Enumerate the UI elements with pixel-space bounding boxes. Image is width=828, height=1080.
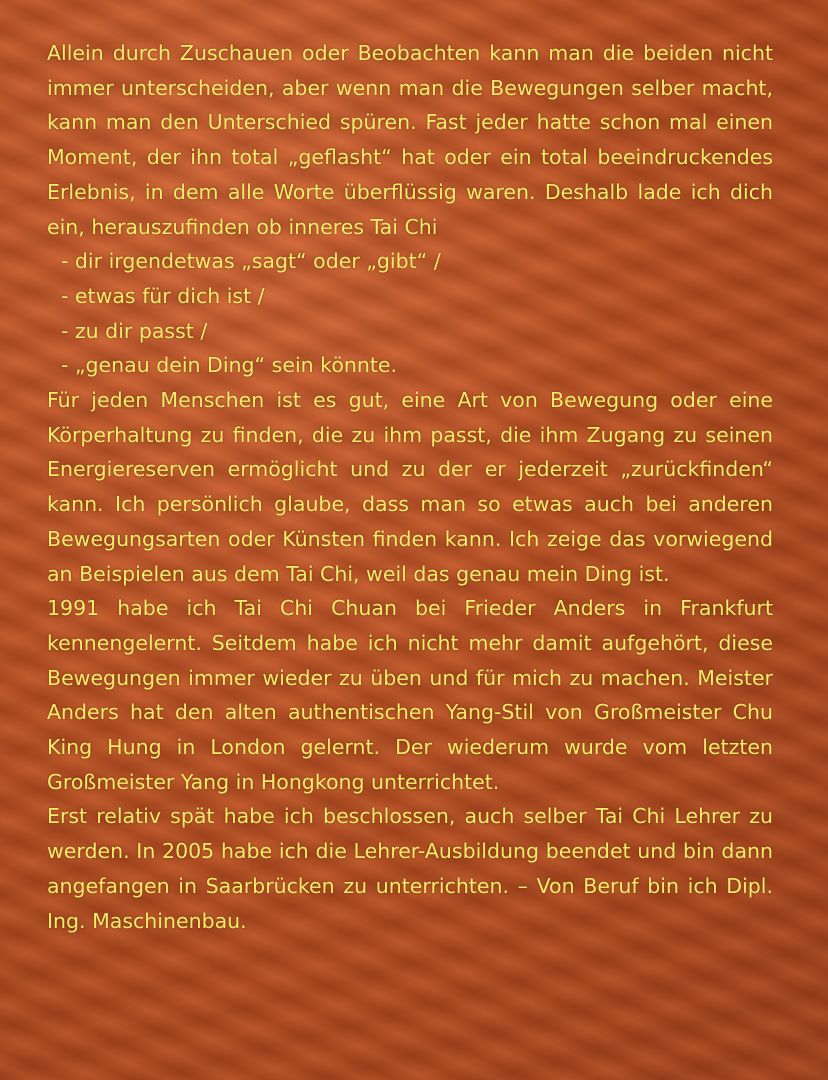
choice-list: [47, 244, 773, 383]
list-item: - dir irgendetwas „sagt“ oder „gibt“ /: [61, 249, 441, 274]
list-item: - „genau dein Ding“ sein könnte.: [61, 353, 398, 378]
list-item: - etwas für dich ist /: [61, 283, 265, 308]
paragraph-history: 1991 habe ich Tai Chi Chuan bei Frieder Anders in Frankfurt kennengelernt. Seitdem habe ich nicht mehr damit aufgehört, diese Bewegungen immer wieder zu üben und für mich zu machen. Meister Anders hat den alten authentischen Yang-Stil von Großmeister Chu King Hung in London gelernt. Der wiederum wurde vom letzten Großmeister Yang in Hongkong unterrichtet.: [47, 596, 773, 794]
paragraph-teacher: Erst relativ spät habe ich beschlossen, auch selber Tai Chi Lehrer zu werden. In 2005 habe ich die Lehrer-Ausbildung beendet und bin dann angefangen in Saarbrücken zu unterrichten. – Von Beruf bin ich Dipl. Ing. Maschinenbau.: [47, 804, 773, 933]
text-page: [47, 36, 773, 938]
paragraph-bewegung: Für jeden Menschen ist es gut, eine Art von Bewegung oder eine Körperhaltung zu finden, die zu ihm passt, die ihm Zugang zu seinen Energiereserven ermöglicht und zu der er jederzeit „zurückfinden“ kann. Ich persönlich glaube, dass man so etwas auch bei anderen Bewegungsarten oder Künsten finden kann. Ich zeige das vorwiegend an Beispielen aus dem Tai Chi, weil das genau mein Ding ist.: [47, 388, 773, 586]
list-item: - zu dir passt /: [61, 318, 208, 343]
paragraph-intro: Allein durch Zuschauen oder Beobachten kann man die beiden nicht immer unterscheiden, aber wenn man die Bewegungen selber macht, kann man den Unterschied spüren. Fast jeder hatte schon mal einen Moment, der ihn total „geflasht“ hat oder ein total beeindruckendes Erlebnis, in dem alle Worte überflüssig waren. Deshalb lade ich dich ein, herauszufinden ob inneres Tai Chi: [47, 41, 773, 239]
